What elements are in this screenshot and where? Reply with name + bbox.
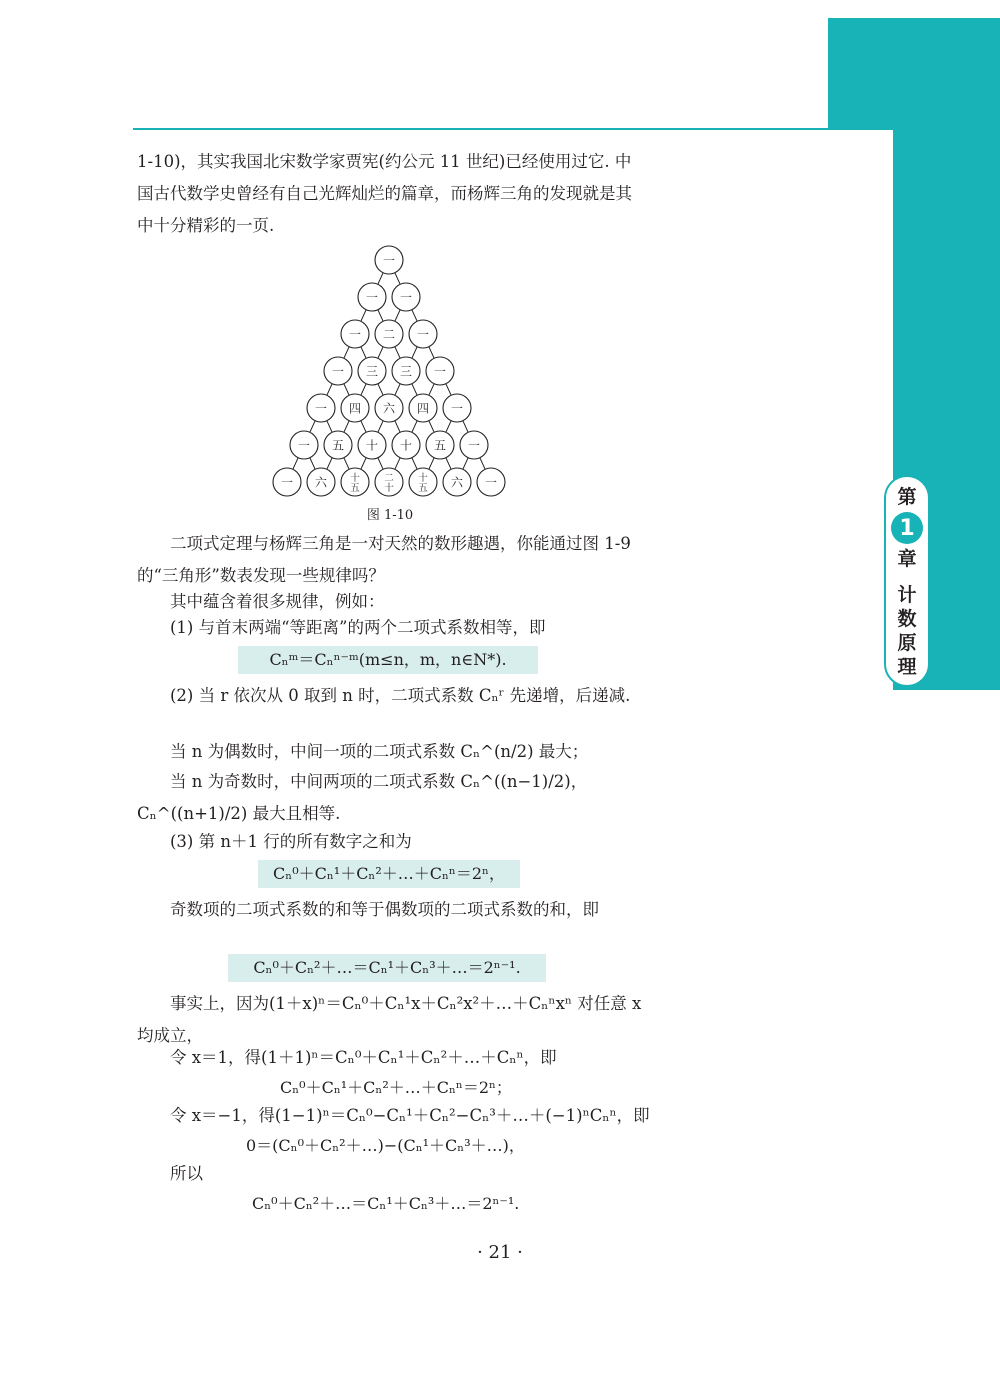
chapter-label — [884, 475, 930, 687]
triangle-edge — [395, 458, 400, 470]
triangle-edge — [310, 458, 315, 470]
triangle-edge — [361, 384, 366, 396]
let-x-1: 令 x＝1，得(1＋1)ⁿ＝Cₙ⁰＋Cₙ¹＋Cₙ²＋…＋Cₙⁿ，即 — [170, 1048, 557, 1067]
triangle-node — [426, 357, 454, 385]
triangle-node-label: 六 — [314, 475, 328, 490]
rule-2-even: 当 n 为偶数时，中间一项的二项式系数 Cₙ^(n/2) 最大； — [170, 742, 589, 761]
triangle-node-label: 一 — [314, 401, 328, 416]
triangle-edge — [412, 458, 417, 470]
triangle-node — [307, 394, 335, 422]
triangle-edge — [327, 458, 332, 470]
triangle-edge — [429, 347, 434, 359]
triangle-edge — [378, 421, 383, 433]
triangle-node-label: 三 — [399, 364, 413, 379]
triangle-node-label: 一 — [365, 290, 379, 305]
triangle-node — [443, 468, 471, 496]
triangle-edge — [327, 421, 332, 433]
triangle-node-label: 三 — [365, 364, 379, 379]
result-3: Cₙ⁰＋Cₙ²＋…＝Cₙ¹＋Cₙ³＋…＝2ⁿ⁻¹. — [252, 1194, 520, 1213]
triangle-node-label: 一 — [382, 253, 396, 268]
chapter-suffix: 章 — [897, 548, 917, 570]
triangle-node — [392, 357, 420, 385]
triangle-edge — [395, 273, 400, 285]
triangle-node-label: 四 — [416, 401, 430, 416]
triangle-node — [290, 431, 318, 459]
triangle-node-label: 五 — [350, 483, 360, 494]
triangle-node — [375, 320, 403, 348]
triangle-node-label: 一 — [297, 438, 311, 453]
triangle-node-label: 一 — [399, 290, 413, 305]
triangle-node-label: 一 — [484, 475, 498, 490]
so-label: 所以 — [170, 1164, 203, 1183]
triangle-node-label: 一 — [416, 327, 430, 342]
triangle-edge — [361, 458, 366, 470]
triangle-node — [375, 468, 403, 496]
triangle-node-label: 十 — [365, 438, 379, 453]
triangle-node-label: 二 — [384, 473, 394, 484]
triangle-node — [358, 283, 386, 311]
triangle-node-label: 五 — [433, 438, 447, 453]
triangle-node-label: 一 — [280, 475, 294, 490]
intro-paragraph: 1-10)，其实我国北宋数学家贾宪(约公元 11 世纪)已经使用过它. 中国古代数学史曾经有自己光辉灿烂的篇章，而杨辉三角的发现就是其中十分精彩的一页. — [137, 152, 632, 235]
triangle-edge — [463, 421, 468, 433]
triangle-edge — [395, 384, 400, 396]
triangle-node-label: 十 — [399, 438, 413, 453]
triangle-edge — [361, 310, 366, 322]
triangle-edge — [378, 458, 383, 470]
let-x-minus-1: 令 x＝−1，得(1−1)ⁿ＝Cₙ⁰−Cₙ¹＋Cₙ²−Cₙ³＋…＋(−1)ⁿCₙⁿ，即 — [170, 1106, 650, 1125]
triangle-node-label: 一 — [348, 327, 362, 342]
triangle-node-label: 六 — [450, 475, 464, 490]
page-number: · 21 · — [477, 1242, 523, 1263]
header-rule — [133, 128, 860, 130]
triangle-edge — [446, 421, 451, 433]
chapter-title-char: 数 — [897, 608, 917, 630]
yanghui-triangle — [266, 242, 512, 504]
triangle-node-label: 六 — [382, 401, 396, 416]
triangle-edge — [344, 347, 349, 359]
triangle-node — [392, 431, 420, 459]
formula-sum: Cₙ⁰＋Cₙ¹＋Cₙ²＋…＋Cₙⁿ＝2ⁿ， — [258, 860, 520, 888]
triangle-edge — [446, 384, 451, 396]
triangle-node — [341, 320, 369, 348]
triangle-node-label: 十 — [350, 473, 360, 484]
triangle-node-label: 四 — [348, 401, 362, 416]
result-2: 0＝(Cₙ⁰＋Cₙ²＋…)−(Cₙ¹＋Cₙ³＋…)， — [246, 1136, 525, 1155]
triangle-edge — [344, 384, 349, 396]
triangle-node-label: 一 — [433, 364, 447, 379]
triangle-node-label: 一 — [467, 438, 481, 453]
triangle-edge — [361, 421, 366, 433]
triangle-edge — [395, 421, 400, 433]
chapter-title-char: 原 — [897, 632, 917, 654]
triangle-edge — [378, 310, 383, 322]
triangle-node-label: 一 — [331, 364, 345, 379]
triangle-node — [477, 468, 505, 496]
triangle-node — [375, 394, 403, 422]
triangle-node — [273, 468, 301, 496]
result-1: Cₙ⁰＋Cₙ¹＋Cₙ²＋…＋Cₙⁿ＝2ⁿ； — [280, 1078, 512, 1097]
triangle-node — [358, 431, 386, 459]
triangle-node-label: 五 — [418, 483, 428, 494]
formula-symmetry: Cₙᵐ＝Cₙⁿ⁻ᵐ(m≤n，m，n∈N*). — [238, 646, 538, 674]
triangle-edge — [429, 384, 434, 396]
triangle-edge — [327, 384, 332, 396]
chapter-title-char: 计 — [897, 584, 917, 606]
triangle-edge — [412, 310, 417, 322]
triangle-edge — [480, 458, 485, 470]
triangle-node-label: 五 — [331, 438, 345, 453]
rules-intro: 其中蕴含着很多规律，例如： — [170, 592, 385, 611]
triangle-edge — [378, 347, 383, 359]
chapter-tab-top — [828, 18, 1000, 130]
formula-odd-even: Cₙ⁰＋Cₙ²＋…＝Cₙ¹＋Cₙ³＋…＝2ⁿ⁻¹. — [228, 954, 546, 982]
triangle-node — [392, 283, 420, 311]
triangle-edge — [463, 458, 468, 470]
triangle-edge — [344, 421, 349, 433]
question-paragraph: 二项式定理与杨辉三角是一对天然的数形趣遇，你能通过图 1-9 的“三角形”数表发现一些规律吗？ — [137, 534, 631, 585]
triangle-node — [460, 431, 488, 459]
triangle-node — [409, 320, 437, 348]
triangle-edge — [412, 347, 417, 359]
figure-caption: 图 1-10 — [366, 508, 414, 523]
triangle-edge — [429, 421, 434, 433]
triangle-node — [341, 468, 369, 496]
rule-2-odd: 当 n 为奇数时，中间两项的二项式系数 Cₙ^((n−1)/2)，Cₙ^((n+1)/2) 最大且相等. — [137, 772, 588, 823]
odd-even-paragraph: 奇数项的二项式系数的和等于偶数项的二项式系数的和，即 — [170, 900, 599, 919]
triangle-node — [358, 357, 386, 385]
triangle-edge — [395, 310, 400, 322]
chapter-number: 1 — [891, 512, 923, 544]
triangle-node — [324, 431, 352, 459]
triangle-edge — [344, 458, 349, 470]
triangle-node — [375, 246, 403, 274]
rule-3: (3) 第 n＋1 行的所有数字之和为 — [170, 832, 412, 851]
triangle-node-label: 十 — [384, 483, 394, 494]
fact-paragraph: 事实上，因为(1＋x)ⁿ＝Cₙ⁰＋Cₙ¹x＋Cₙ²x²＋…＋Cₙⁿxⁿ 对任意 x 均成立， — [137, 994, 642, 1045]
triangle-edge — [395, 347, 400, 359]
triangle-edge — [412, 421, 417, 433]
triangle-node — [341, 394, 369, 422]
tab-corner — [858, 130, 893, 165]
triangle-node — [307, 468, 335, 496]
triangle-node — [409, 394, 437, 422]
triangle-edge — [293, 458, 298, 470]
triangle-node — [443, 394, 471, 422]
triangle-node-label: 十 — [418, 473, 428, 484]
triangle-node-label: 二 — [382, 327, 396, 342]
triangle-edge — [412, 384, 417, 396]
triangle-edge — [429, 458, 434, 470]
triangle-node — [426, 431, 454, 459]
chapter-prefix: 第 — [897, 486, 917, 508]
triangle-edge — [378, 273, 383, 285]
triangle-edge — [446, 458, 451, 470]
triangle-edge — [378, 384, 383, 396]
triangle-node-label: 一 — [450, 401, 464, 416]
triangle-edge — [310, 421, 315, 433]
rule-2: (2) 当 r 依次从 0 取到 n 时，二项式系数 Cₙʳ 先递增，后递减. — [170, 686, 631, 705]
chapter-title-char: 理 — [897, 656, 917, 678]
triangle-node — [324, 357, 352, 385]
triangle-edge — [361, 347, 366, 359]
rule-1: (1) 与首末两端“等距离”的两个二项式系数相等，即 — [170, 618, 546, 637]
triangle-node — [409, 468, 437, 496]
